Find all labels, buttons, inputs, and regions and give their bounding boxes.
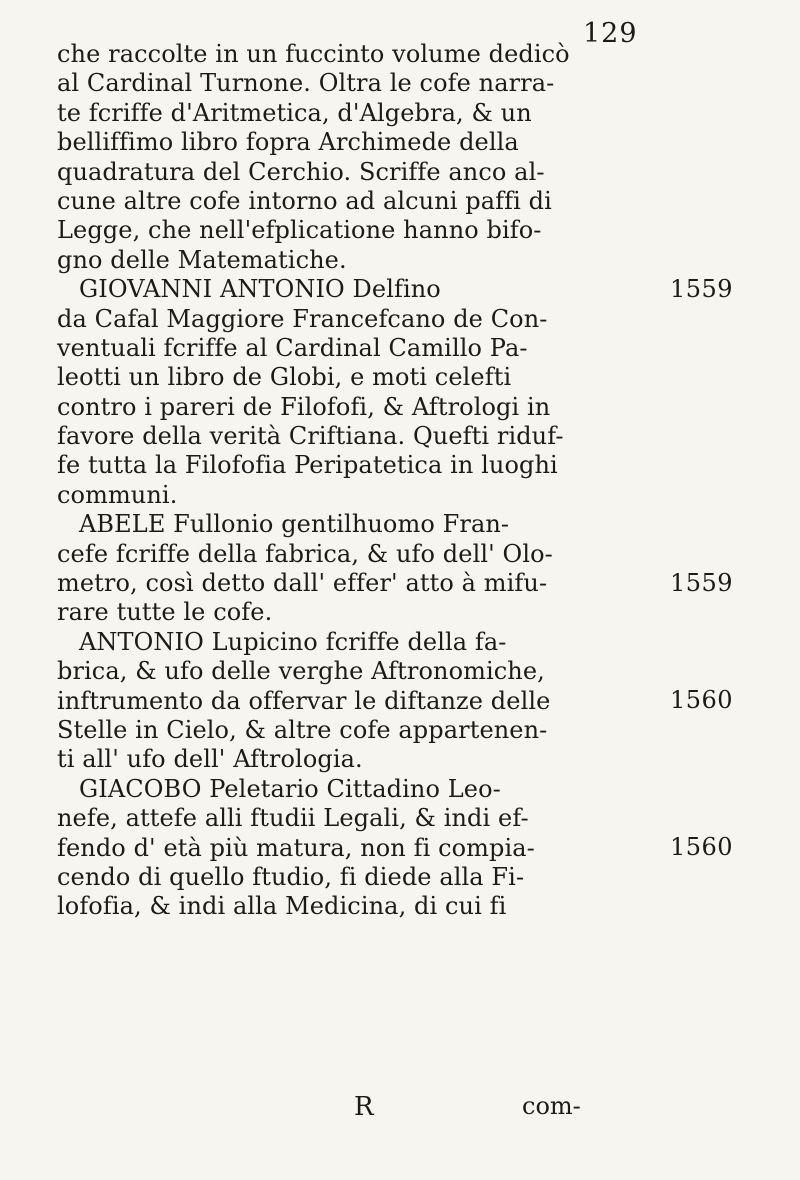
text-line: brica, & ufo delle verghe Aftronomiche,	[57, 657, 545, 686]
text-line: rare tutte le cofe.	[57, 598, 273, 627]
text-line: cune altre cofe intorno ad alcuni paffi di	[57, 186, 552, 215]
text-line: quadratura del Cerchio. Scriffe anco al-	[57, 157, 545, 186]
text-line: nefe, attefe alli ftudii Legali, & indi ef-	[57, 804, 529, 833]
text-line: che raccolte in un fuccinto volume dedicò	[57, 40, 570, 68]
text-line: al Cardinal Turnone. Oltra le cofe narra-	[57, 69, 555, 98]
text-line: ti all' ufo dell' Aftrologia.	[57, 745, 363, 774]
footer-row	[0, 1092, 800, 1122]
text-line: fendo d' età più matura, non fi compia-	[57, 833, 535, 862]
text-line: metro, così detto dall' effer' atto à mifu-	[57, 569, 548, 598]
text-line: belliffimo libro fopra Archimede della	[57, 128, 519, 157]
text-line: ANTONIO Lupicino fcriffe della fa-	[79, 627, 507, 656]
text-line: GIACOBO Peletario Cittadino Leo-	[79, 774, 501, 803]
text-line: gno delle Matematiche.	[57, 245, 347, 274]
margin-year: 1559	[670, 275, 734, 303]
margin-year: 1560	[670, 686, 734, 714]
text-line: GIOVANNI ANTONIO Delfino	[79, 275, 441, 304]
text-line: te fcriffe d'Aritmetica, d'Algebra, & un	[57, 98, 532, 127]
text-line: Legge, che nell'efplicatione hanno bifo-	[57, 216, 542, 245]
text-line: ABELE Fullonio gentilhuomo Fran-	[79, 510, 510, 539]
margin-year: 1560	[670, 833, 734, 861]
text-line: contro i pareri de Filofofi, & Aftrologi in	[57, 392, 551, 421]
text-line: leotti un libro de Globi, e moti celefti	[57, 363, 512, 392]
text-line: Stelle in Cielo, & altre cofe appartenen-	[57, 715, 548, 744]
text-line: lofofia, & indi alla Medicina, di cui fi	[57, 892, 507, 921]
text-line: communi.	[57, 480, 178, 509]
text-line: inftrumento da offervar le diftanze delle	[57, 686, 551, 715]
text-line: fe tutta la Filofofia Peripatetica in luoghi	[57, 451, 558, 480]
page-number: 129	[583, 18, 638, 49]
margin-year: 1559	[670, 569, 734, 597]
body-text	[57, 40, 647, 922]
text-line: cefe fcriffe della fabrica, & ufo dell' Olo-	[57, 539, 553, 568]
catchword: com-	[522, 1092, 581, 1120]
signature-mark: R	[354, 1092, 374, 1122]
text-line: ventuali fcriffe al Cardinal Camillo Pa-	[57, 333, 528, 362]
text-line: cendo di quello ftudio, fi diede alla Fi-	[57, 862, 525, 891]
text-line: favore della verità Criftiana. Quefti riduf-	[57, 422, 564, 451]
text-line: da Cafal Maggiore Francefcano de Con-	[57, 304, 548, 333]
